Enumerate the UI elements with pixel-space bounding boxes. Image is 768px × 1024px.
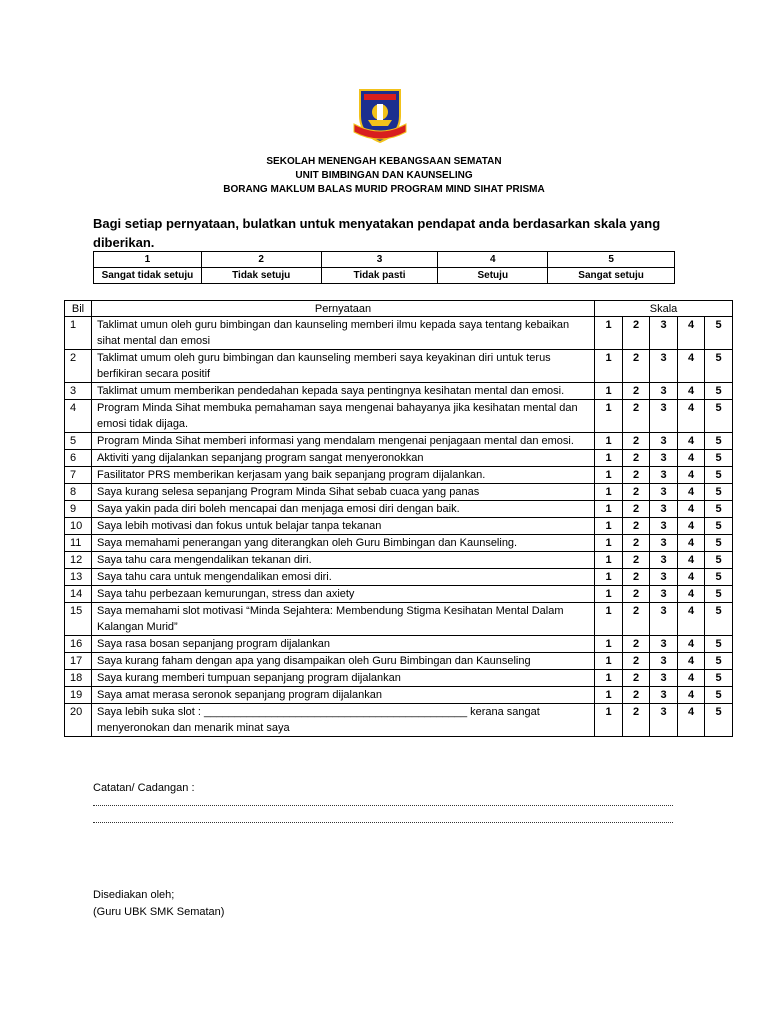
scale-label: Tidak pasti — [321, 268, 438, 284]
scale-option[interactable]: 3 — [650, 400, 678, 433]
scale-option[interactable]: 1 — [595, 317, 623, 350]
scale-option[interactable]: 3 — [650, 433, 678, 450]
row-number: 14 — [65, 586, 92, 603]
column-header-scale: Skala — [595, 301, 733, 317]
scale-option[interactable]: 2 — [623, 433, 650, 450]
scale-option[interactable]: 1 — [595, 383, 623, 400]
scale-option[interactable]: 4 — [678, 350, 705, 383]
column-header-bil: Bil — [65, 301, 92, 317]
statement-text: Saya tahu cara mengendalikan tekanan diri. — [92, 552, 595, 569]
row-number: 19 — [65, 687, 92, 704]
scale-option[interactable]: 2 — [623, 467, 650, 484]
scale-option[interactable]: 5 — [705, 569, 733, 586]
statement-text: Fasilitator PRS memberikan kerjasam yang baik sepanjang program dijalankan. — [92, 467, 595, 484]
table-row — [65, 383, 733, 400]
scale-option[interactable]: 4 — [678, 653, 705, 670]
survey-body — [65, 317, 733, 737]
scale-option[interactable]: 5 — [705, 636, 733, 653]
scale-option[interactable]: 3 — [650, 552, 678, 569]
scale-option[interactable]: 4 — [678, 317, 705, 350]
row-number: 2 — [65, 350, 92, 383]
row-number: 9 — [65, 501, 92, 518]
scale-option[interactable]: 3 — [650, 687, 678, 704]
row-number: 17 — [65, 653, 92, 670]
scale-option[interactable]: 2 — [623, 636, 650, 653]
survey-header-row — [65, 301, 733, 317]
table-row — [65, 450, 733, 467]
scale-option[interactable]: 4 — [678, 450, 705, 467]
row-number: 20 — [65, 704, 92, 737]
statement-text: Taklimat umum memberikan pendedahan kepada saya pentingnya kesihatan mental dan emosi. — [92, 383, 595, 400]
scale-value: 2 — [201, 252, 321, 268]
scale-option[interactable]: 2 — [623, 501, 650, 518]
scale-option[interactable]: 1 — [595, 484, 623, 501]
scale-option[interactable]: 1 — [595, 603, 623, 636]
row-number: 3 — [65, 383, 92, 400]
scale-option[interactable]: 1 — [595, 433, 623, 450]
scale-option[interactable]: 1 — [595, 501, 623, 518]
table-row — [65, 636, 733, 653]
scale-option[interactable]: 5 — [705, 400, 733, 433]
scale-option[interactable]: 3 — [650, 653, 678, 670]
table-row — [65, 653, 733, 670]
table-row — [65, 569, 733, 586]
scale-option[interactable]: 5 — [705, 704, 733, 737]
notes-line[interactable] — [93, 822, 673, 823]
scale-legend-table — [93, 251, 675, 284]
scale-option[interactable]: 4 — [678, 670, 705, 687]
statement-text: Saya kurang memberi tumpuan sepanjang program dijalankan — [92, 670, 595, 687]
table-row — [65, 484, 733, 501]
scale-option[interactable]: 3 — [650, 603, 678, 636]
school-crest-icon — [352, 86, 408, 146]
scale-option[interactable]: 4 — [678, 586, 705, 603]
statement-text: Program Minda Sihat membuka pemahaman saya mengenai bahayanya jika kesihatan mental dan emosi tidak dijaga. — [92, 400, 595, 433]
scale-label: Setuju — [438, 268, 548, 284]
statement-text: Saya kurang selesa sepanjang Program Minda Sihat sebab cuaca yang panas — [92, 484, 595, 501]
scale-option[interactable]: 2 — [623, 450, 650, 467]
scale-option[interactable]: 4 — [678, 552, 705, 569]
scale-option[interactable]: 5 — [705, 501, 733, 518]
statement-text: Saya memahami penerangan yang diterangkan oleh Guru Bimbingan dan Kaunseling. — [92, 535, 595, 552]
scale-option[interactable]: 5 — [705, 535, 733, 552]
scale-option[interactable]: 2 — [623, 484, 650, 501]
scale-option[interactable]: 5 — [705, 603, 733, 636]
scale-option[interactable]: 2 — [623, 586, 650, 603]
scale-option[interactable]: 4 — [678, 603, 705, 636]
scale-option[interactable]: 5 — [705, 586, 733, 603]
scale-option[interactable]: 3 — [650, 350, 678, 383]
scale-option[interactable]: 4 — [678, 383, 705, 400]
statement-text: Saya rasa bosan sepanjang program dijalankan — [92, 636, 595, 653]
scale-option[interactable]: 5 — [705, 383, 733, 400]
scale-legend-values — [94, 252, 675, 268]
scale-option[interactable]: 5 — [705, 670, 733, 687]
row-number: 18 — [65, 670, 92, 687]
scale-option[interactable]: 3 — [650, 383, 678, 400]
statement-text: Saya lebih suka slot : ___________________________________________ kerana sangat menyeronokan dan menarik minat saya — [92, 704, 595, 737]
scale-option[interactable]: 5 — [705, 484, 733, 501]
scale-option[interactable]: 3 — [650, 704, 678, 737]
statement-text: Taklimat umun oleh guru bimbingan dan kaunseling memberi ilmu kepada saya tentang kebaikan sihat mental dan emosi — [92, 317, 595, 350]
table-row — [65, 552, 733, 569]
scale-option[interactable]: 3 — [650, 670, 678, 687]
scale-option[interactable]: 1 — [595, 350, 623, 383]
survey-table — [64, 300, 733, 737]
scale-option[interactable]: 2 — [623, 552, 650, 569]
prepared-by-label: Disediakan oleh; — [93, 889, 175, 901]
scale-option[interactable]: 5 — [705, 317, 733, 350]
table-row — [65, 704, 733, 737]
scale-option[interactable]: 4 — [678, 704, 705, 737]
scale-option[interactable]: 3 — [650, 317, 678, 350]
statement-text: Taklimat umum oleh guru bimbingan dan kaunseling memberi saya keyakinan diri untuk terus berfikiran secara positif — [92, 350, 595, 383]
school-name: SEKOLAH MENENGAH KEBANGSAAN SEMATAN — [266, 156, 502, 167]
scale-option[interactable]: 5 — [705, 450, 733, 467]
scale-option[interactable]: 2 — [623, 317, 650, 350]
scale-option[interactable]: 4 — [678, 636, 705, 653]
row-number: 12 — [65, 552, 92, 569]
table-row — [65, 535, 733, 552]
scale-option[interactable]: 1 — [595, 670, 623, 687]
scale-option[interactable]: 2 — [623, 569, 650, 586]
table-row — [65, 603, 733, 636]
scale-option[interactable]: 3 — [650, 518, 678, 535]
row-number: 6 — [65, 450, 92, 467]
scale-option[interactable]: 1 — [595, 569, 623, 586]
scale-option[interactable]: 5 — [705, 350, 733, 383]
scale-legend-labels — [94, 268, 675, 284]
scale-option[interactable]: 4 — [678, 569, 705, 586]
scale-option[interactable]: 3 — [650, 501, 678, 518]
scale-option[interactable]: 1 — [595, 636, 623, 653]
scale-value: 5 — [548, 252, 675, 268]
table-row — [65, 501, 733, 518]
row-number: 4 — [65, 400, 92, 433]
scale-value: 3 — [321, 252, 438, 268]
scale-option[interactable]: 2 — [623, 603, 650, 636]
scale-option[interactable]: 4 — [678, 535, 705, 552]
scale-option[interactable]: 3 — [650, 484, 678, 501]
scale-option[interactable]: 4 — [678, 433, 705, 450]
table-row — [65, 467, 733, 484]
scale-option[interactable]: 4 — [678, 501, 705, 518]
scale-option[interactable]: 3 — [650, 535, 678, 552]
row-number: 8 — [65, 484, 92, 501]
scale-label: Tidak setuju — [201, 268, 321, 284]
scale-option[interactable]: 1 — [595, 552, 623, 569]
table-row — [65, 586, 733, 603]
statement-text: Saya tahu perbezaan kemurungan, stress dan axiety — [92, 586, 595, 603]
scale-option[interactable]: 3 — [650, 636, 678, 653]
statement-text: Saya yakin pada diri boleh mencapai dan menjaga emosi diri dengan baik. — [92, 501, 595, 518]
scale-option[interactable]: 1 — [595, 450, 623, 467]
scale-option[interactable]: 1 — [595, 518, 623, 535]
scale-option[interactable]: 2 — [623, 400, 650, 433]
form-title: BORANG MAKLUM BALAS MURID PROGRAM MIND SIHAT PRISMA — [223, 184, 545, 195]
statement-text: Saya amat merasa seronok sepanjang program dijalankan — [92, 687, 595, 704]
scale-option[interactable]: 2 — [623, 653, 650, 670]
row-number: 13 — [65, 569, 92, 586]
scale-option[interactable]: 2 — [623, 704, 650, 737]
scale-option[interactable]: 5 — [705, 518, 733, 535]
scale-option[interactable]: 5 — [705, 687, 733, 704]
table-row — [65, 687, 733, 704]
scale-option[interactable]: 5 — [705, 653, 733, 670]
table-row — [65, 670, 733, 687]
scale-option[interactable]: 3 — [650, 569, 678, 586]
scale-option[interactable]: 1 — [595, 687, 623, 704]
scale-option[interactable]: 4 — [678, 484, 705, 501]
scale-option[interactable]: 5 — [705, 467, 733, 484]
scale-option[interactable]: 1 — [595, 586, 623, 603]
scale-option[interactable]: 5 — [705, 433, 733, 450]
statement-text: Program Minda Sihat memberi informasi yang mendalam mengenai penjagaan mental dan emosi. — [92, 433, 595, 450]
scale-option[interactable]: 3 — [650, 467, 678, 484]
scale-option[interactable]: 5 — [705, 552, 733, 569]
scale-option[interactable]: 2 — [623, 383, 650, 400]
column-header-statement: Pernyataan — [92, 301, 595, 317]
statement-text: Saya tahu cara untuk mengendalikan emosi diri. — [92, 569, 595, 586]
statement-text: Aktiviti yang dijalankan sepanjang program sangat menyeronokkan — [92, 450, 595, 467]
unit-name: UNIT BIMBINGAN DAN KAUNSELING — [295, 170, 473, 181]
scale-option[interactable]: 4 — [678, 467, 705, 484]
row-number: 11 — [65, 535, 92, 552]
scale-option[interactable]: 3 — [650, 586, 678, 603]
row-number: 5 — [65, 433, 92, 450]
scale-option[interactable]: 1 — [595, 535, 623, 552]
notes-line[interactable] — [93, 805, 673, 806]
notes-label: Catatan/ Cadangan : — [93, 782, 195, 794]
scale-option[interactable]: 1 — [595, 400, 623, 433]
scale-option[interactable]: 2 — [623, 687, 650, 704]
scale-option[interactable]: 2 — [623, 518, 650, 535]
scale-option[interactable]: 1 — [595, 467, 623, 484]
scale-option[interactable]: 2 — [623, 535, 650, 552]
table-row — [65, 433, 733, 450]
instruction-text: Bagi setiap pernyataan, bulatkan untuk menyatakan pendapat anda berdasarkan skala yang diberikan. — [93, 216, 661, 250]
scale-value: 1 — [94, 252, 202, 268]
table-row — [65, 400, 733, 433]
scale-option[interactable]: 4 — [678, 687, 705, 704]
table-row — [65, 518, 733, 535]
scale-option[interactable]: 1 — [595, 653, 623, 670]
statement-text: Saya lebih motivasi dan fokus untuk belajar tanpa tekanan — [92, 518, 595, 535]
scale-option[interactable]: 4 — [678, 400, 705, 433]
scale-label: Sangat setuju — [548, 268, 675, 284]
scale-value: 4 — [438, 252, 548, 268]
table-row — [65, 317, 733, 350]
scale-option[interactable]: 1 — [595, 704, 623, 737]
table-row — [65, 350, 733, 383]
scale-label: Sangat tidak setuju — [94, 268, 202, 284]
row-number: 15 — [65, 603, 92, 636]
scale-option[interactable]: 2 — [623, 670, 650, 687]
row-number: 7 — [65, 467, 92, 484]
row-number: 1 — [65, 317, 92, 350]
prepared-by-role: (Guru UBK SMK Sematan) — [93, 906, 225, 918]
scale-option[interactable]: 2 — [623, 350, 650, 383]
scale-option[interactable]: 4 — [678, 518, 705, 535]
row-number: 10 — [65, 518, 92, 535]
statement-text: Saya kurang faham dengan apa yang disampaikan oleh Guru Bimbingan dan Kaunseling — [92, 653, 595, 670]
scale-option[interactable]: 3 — [650, 450, 678, 467]
row-number: 16 — [65, 636, 92, 653]
statement-text: Saya memahami slot motivasi “Minda Sejahtera: Membendung Stigma Kesihatan Mental Dalam Kalangan Murid” — [92, 603, 595, 636]
